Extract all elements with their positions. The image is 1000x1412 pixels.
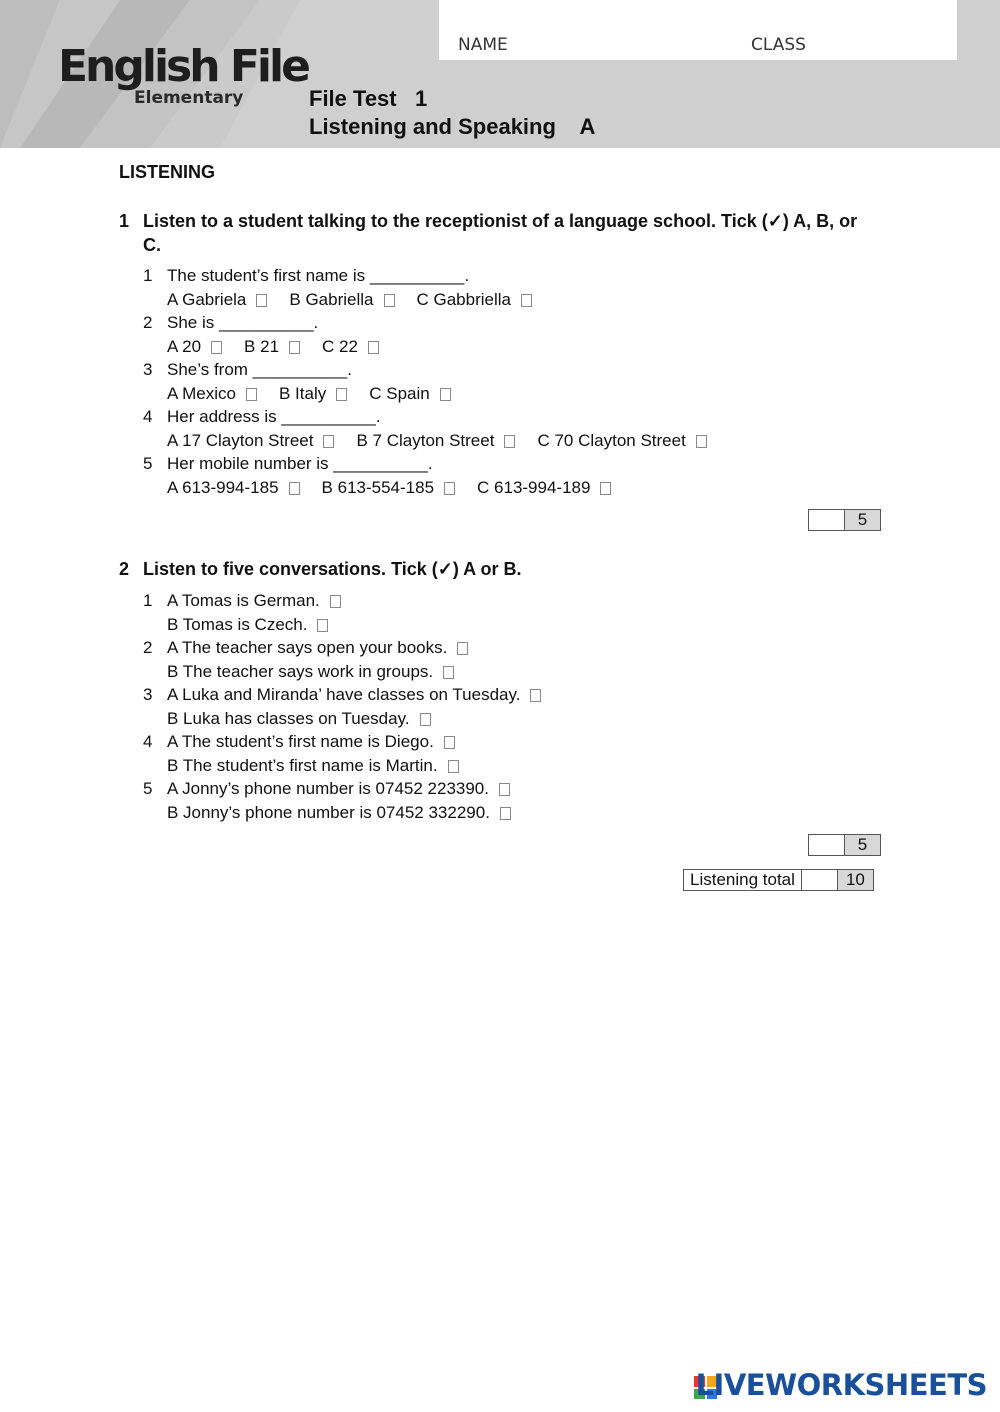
option-label: A The teacher says open your books. [167,638,448,657]
option-label: A Luka and Miranda’ have classes on Tuesday. [167,685,521,704]
item-stem: Her address is __________. [167,407,381,426]
tick-box[interactable] [504,435,515,448]
option-label: B 613-554-185 [321,477,435,497]
option-label: B Tomas is Czech. [167,614,308,634]
total-label: Listening total [683,869,801,891]
logo-title: English File [58,41,308,92]
option-label: A Jonny’s phone number is 07452 223390. [167,779,489,798]
item-stem: She is __________. [167,313,319,332]
option-label: A 20 [167,336,202,356]
test-title [309,85,595,141]
name-label: NAME [458,35,508,55]
item-number: 5 [143,779,153,798]
tick-box[interactable] [499,783,510,796]
score-points: 5 [845,834,881,856]
option-label: A The student’s first name is Diego. [167,732,434,751]
item-number: 2 [143,313,153,332]
class-label: CLASS [751,35,806,55]
option-label: B The teacher says work in groups. [167,661,434,681]
tick-box[interactable] [448,760,459,773]
option-label: B 7 Clayton Street [356,430,495,450]
tick-box[interactable] [384,294,395,307]
name-class-box [439,0,957,60]
option-label: A 613-994-185 [167,477,279,497]
test-title-line-1: File Test 1 [309,86,428,111]
tick-box[interactable] [444,736,455,749]
tick-box[interactable] [600,482,611,495]
tick-box[interactable] [246,388,257,401]
tick-box[interactable] [443,666,454,679]
tick-box[interactable] [368,341,379,354]
item-number: 4 [143,407,153,426]
tick-box[interactable] [500,807,511,820]
option-label: B Luka has classes on Tuesday. [167,708,410,728]
logo-subtitle: Elementary [134,88,244,108]
question-2-title [119,557,879,581]
header-banner [0,0,1000,148]
question-number: 1 [119,211,130,231]
question-1-title [119,209,879,257]
option-label: C 613-994-189 [477,477,591,497]
option-label: B Jonny’s phone number is 07452 332290. [167,802,490,822]
tick-box[interactable] [256,294,267,307]
q1-item-2-options [167,335,401,358]
question-2-score [808,834,881,856]
option-label: B The student’s first name is Martin. [167,755,438,775]
q1-item-5-options [167,476,633,499]
item-stem: She’s from __________. [167,360,352,379]
tick-box[interactable] [696,435,707,448]
total-points: 10 [838,869,874,891]
option-label: A Mexico [167,383,236,403]
tick-box[interactable] [317,619,328,632]
question-number: 2 [119,559,130,579]
score-points: 5 [845,509,881,531]
q1-item-1-options [167,288,554,311]
score-input[interactable] [808,509,845,531]
tick-box[interactable] [444,482,455,495]
item-stem: The student’s first name is __________. [167,266,470,285]
item-stem: Her mobile number is __________. [167,454,433,473]
option-label: B Gabriella [289,289,374,309]
option-label: A Tomas is German. [167,591,320,610]
tick-box[interactable] [521,294,532,307]
tick-box[interactable] [289,482,300,495]
tick-box[interactable] [530,689,541,702]
tick-box[interactable] [211,341,222,354]
option-label: C 22 [322,336,358,356]
total-input[interactable] [801,869,838,891]
q1-item-4-options [167,429,729,452]
tick-box[interactable] [420,713,431,726]
item-number: 3 [143,685,153,704]
listening-total [683,869,874,891]
test-title-line-2: Listening and Speaking A [309,114,596,139]
liveworksheets-brand: LIVEWORKSHEETS [695,1368,987,1402]
option-label: A 17 Clayton Street [167,430,314,450]
tick-box[interactable] [457,642,468,655]
option-label: A Gabriela [167,289,247,309]
question-1-score [808,509,881,531]
tick-box[interactable] [323,435,334,448]
tick-box[interactable] [330,595,341,608]
tick-box[interactable] [336,388,347,401]
question-instruction: Listen to five conversations. Tick (✓) A or B. [143,559,522,579]
item-number: 1 [143,591,153,610]
option-label: B Italy [278,383,327,403]
item-number: 1 [143,266,153,285]
item-number: 4 [143,732,153,751]
tick-box[interactable] [440,388,451,401]
tick-box[interactable] [289,341,300,354]
section-heading: LISTENING [119,162,216,182]
option-label: C Spain [369,383,430,403]
option-label: C Gabbriella [416,289,511,309]
logo [58,41,308,108]
question-instruction: Listen to a student talking to the receptionist of a language school. Tick (✓) A, B, or C. [143,211,858,255]
option-label: C 70 Clayton Street [537,430,686,450]
item-number: 2 [143,638,153,657]
item-number: 3 [143,360,153,379]
option-label: B 21 [244,336,280,356]
q1-item-3-options [167,382,473,405]
item-number: 5 [143,454,153,473]
score-input[interactable] [808,834,845,856]
